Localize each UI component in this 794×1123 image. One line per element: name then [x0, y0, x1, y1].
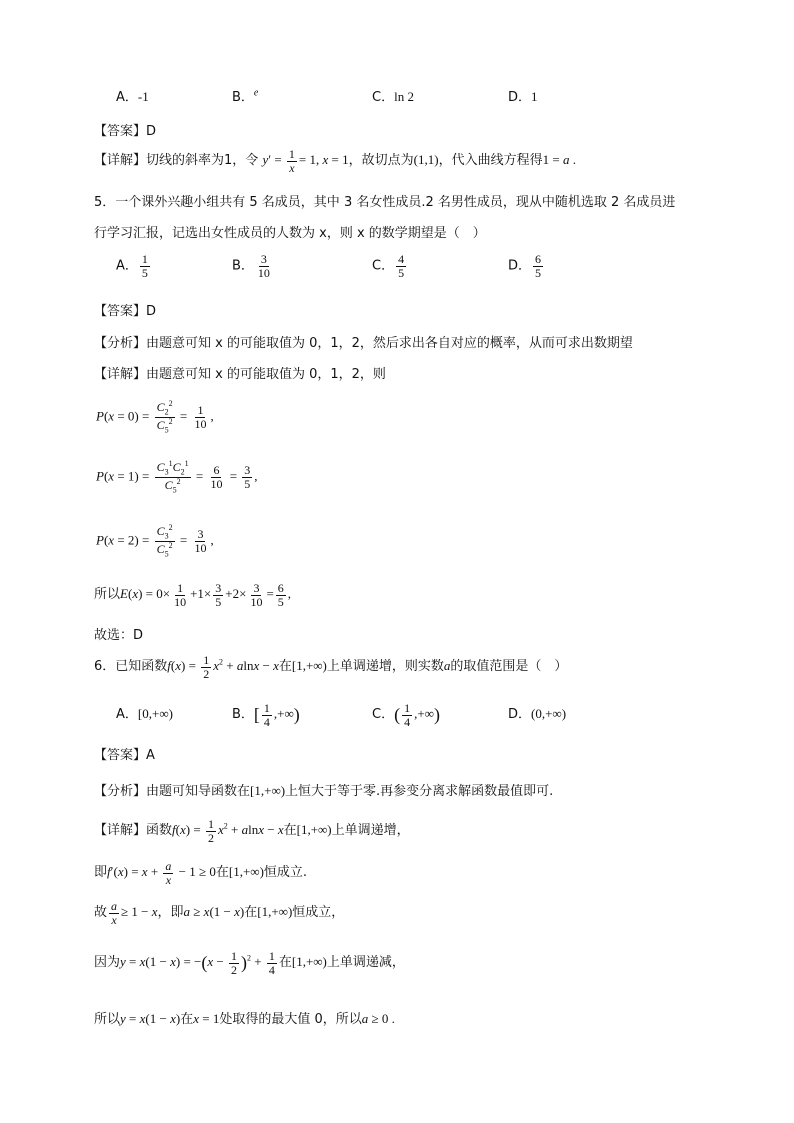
q4-option-a: A．-1: [116, 89, 149, 105]
q5-option-c: C． $\frac{4}{5}$: [372, 252, 405, 280]
q6-stem: 6．已知函数f(x) = $\frac{1}{2}$ $x^2 + alnx - x$在[1,+∞)上单调递增，则实数a的取值范围是（ ）: [94, 653, 568, 681]
q6-analysis: 【分析】由题可知导函数在[1,+∞)上恒大于等于零.再参变分离求解函数最值即可.: [94, 783, 554, 799]
q6-detail-line-3: 故 $\frac{a}{x}$ ≥ 1 − x，即a ≥ x(1 − x)在[1,+∞)恒成立，: [94, 899, 345, 927]
q6-option-c: C．( $\frac{1}{4}$ ,+∞): [372, 701, 440, 729]
q4-option-b: B．$^e$: [232, 87, 259, 105]
expectation-expression: E(x) = 0× $\frac{1}{10}$ +1× $\frac{3}{5}$ +2× $\frac{3}{10}$ = $\frac{6}{5}$ ,: [120, 581, 292, 609]
function-definition: f(x) = $\frac{1}{2}$ $x^2 + alnx - x$: [167, 653, 279, 681]
q4-detail: 【详解】切线的斜率为1，令 y′ = $\frac{1}{x}$ = 1, x = 1，故切点为(1,1)，代入曲线方程得1 = a .: [94, 147, 576, 175]
q6-detail-line-2: 即f′(x) = x + $\frac{a}{x}$ − 1 ≥ 0在[1,+∞)恒成立.: [94, 859, 308, 887]
q6-detail-line-5: 所以y = x(1 − x)在x = 1处取得的最大值 0，所以a ≥ 0 .: [94, 1011, 395, 1027]
analysis-tag: 【分析】: [94, 784, 147, 799]
q5-options: [116, 253, 545, 279]
interval: [1,+∞): [291, 658, 327, 674]
probability-x2: P(x = 2) = $\frac{C_3^2}{C_5^2}$ = $\frac{3}{10}$ ,: [96, 523, 214, 559]
derivative-expression: y′ = $\frac{1}{x}$ = 1, x = 1: [262, 147, 349, 175]
result-expression: 1 = a .: [542, 152, 576, 168]
probability-x0: P(x = 0) = $\frac{C_2^2}{C_5^2}$ = $\frac{1}{10}$ ,: [96, 399, 214, 435]
answer-tag: 【答案】: [94, 304, 147, 319]
q6-detail-line-4: 因为y = x(1 − x) = −(x − $\frac{1}{2}$ )$^2$ + $\frac{1}{4}$ 在[1,+∞)上单调递减，: [94, 949, 405, 977]
detail-tag: 【详解】: [94, 153, 147, 169]
q5-stem-line-1: 5．一个课外兴趣小组共有 5 名成员，其中 3 名女性成员.2 名男性成员，现从中随机选取 2 名成员进: [94, 195, 676, 210]
q5-option-a: A． $\frac{1}{5}$: [116, 252, 148, 280]
q4-option-d: D．1: [508, 89, 538, 105]
detail-tag: 【详解】: [94, 823, 147, 839]
answer-tag: 【答案】: [94, 124, 147, 139]
q6-option-d: D．(0,+∞): [508, 706, 567, 723]
analysis-tag: 【分析】: [94, 336, 147, 351]
answer-tag: 【答案】: [94, 748, 147, 763]
q5-choose: 故选：D: [94, 628, 144, 643]
q5-stem-line-2: 行学习汇报，记选出女性成员的人数为 x，则 x 的数学期望是（ ）: [94, 226, 486, 241]
q5-option-d: D． $\frac{6}{5}$: [508, 252, 542, 280]
probability-x1: P(x = 1) = $\frac{C_3^1C_2^1}{C_5^2}$ = $\frac{6}{10}$ = $\frac{3}{5}$ ,: [96, 459, 258, 495]
q5-analysis: 【分析】由题意可知 x 的可能取值为 0，1，2，然后求出各自对应的概率，从而可求出数期望: [94, 336, 633, 351]
q5-detail: 【详解】由题意可知 x 的可能取值为 0，1，2，则: [94, 367, 386, 382]
detail-tag: 【详解】: [94, 367, 147, 382]
q4-options: [116, 86, 538, 105]
q6-detail-line-1: 【详解】函数f(x) = $\frac{1}{2}$ $x^2 + alnx - x$在[1,+∞)上单调递增，: [94, 817, 410, 845]
q4-answer: 【答案】D: [94, 124, 157, 139]
q6-options: [116, 702, 566, 728]
tangent-point: (1,1): [413, 152, 439, 168]
q6-answer: 【答案】A: [94, 748, 155, 763]
q6-option-a: A．[0,+∞): [116, 706, 173, 723]
q6-option-b: B．[ $\frac{1}{4}$ ,+∞): [232, 701, 300, 729]
q4-option-c: C．ln 2: [372, 89, 414, 105]
q5-option-b: B． $\frac{3}{10}$: [232, 252, 270, 280]
q5-answer: 【答案】D: [94, 304, 157, 319]
expectation-line: 所以E(x) = 0× $\frac{1}{10}$ +1× $\frac{3}{5}$ +2× $\frac{3}{10}$ = $\frac{6}{5}$ ,: [94, 581, 292, 609]
